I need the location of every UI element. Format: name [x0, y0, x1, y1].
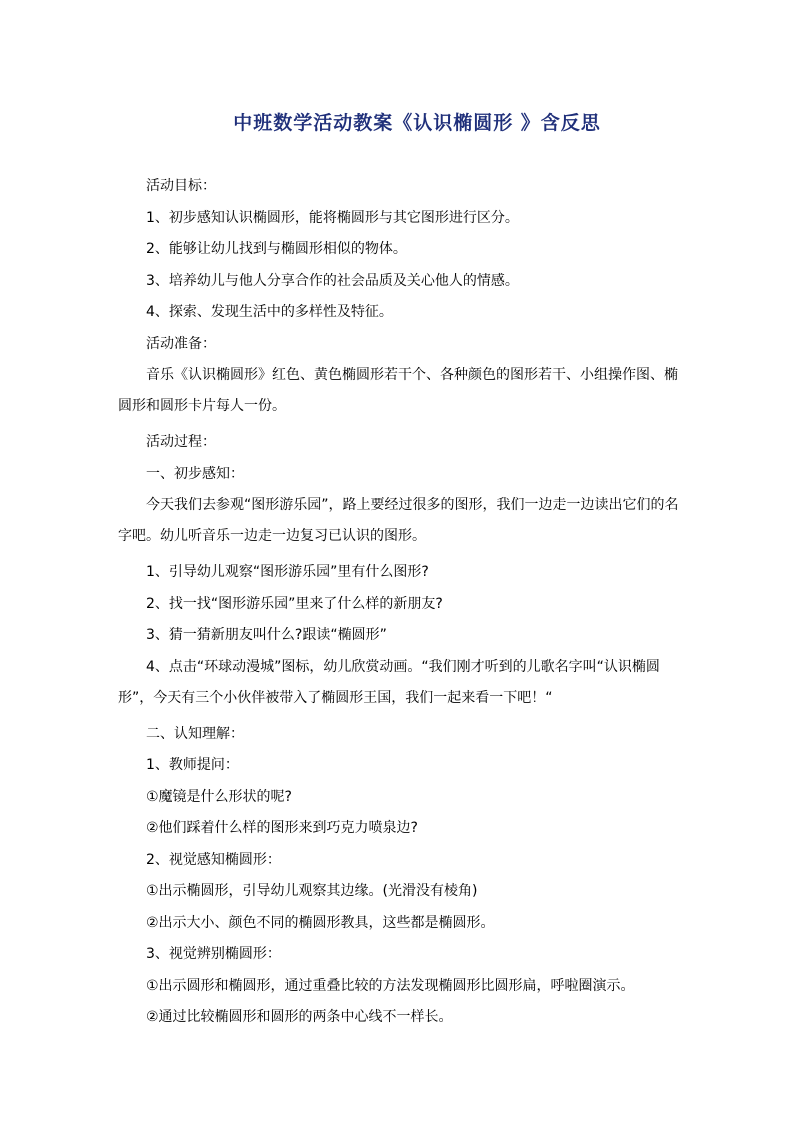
paragraph: 二、认知理解： — [146, 725, 244, 742]
document-body — [118, 176, 690, 1039]
paragraph: ①魔镜是什么形状的呢? — [146, 788, 292, 805]
paragraph: 1、初步感知认识椭圆形，能将椭圆形与其它图形进行区分。 — [146, 209, 519, 226]
paragraph: ①出示椭圆形，引导幼儿观察其边缘。(光滑没有棱角) — [146, 883, 478, 899]
paragraph: 活动准备： — [146, 335, 216, 352]
paragraph: 活动目标： — [146, 178, 216, 194]
paragraph: 音乐《认识椭圆形》红色、黄色椭圆形若干个、各种颜色的图形若干、小组操作图、椭圆形和圆形卡片每人一份。 — [118, 367, 678, 414]
paragraph: ①出示圆形和椭圆形，通过重叠比较的方法发现椭圆形比圆形扁，呼啦圈演示。 — [146, 977, 635, 994]
paragraph: 2、能够让幼儿找到与椭圆形相似的物体。 — [146, 241, 407, 257]
paragraph: 3、培养幼儿与他人分享合作的社会品质及关心他人的情感。 — [146, 272, 519, 289]
paragraph: 2、视觉感知椭圆形： — [146, 851, 281, 868]
paragraph: 活动过程： — [146, 434, 216, 450]
paragraph: 一、初步感知： — [146, 465, 244, 482]
paragraph: 4、探索、发现生活中的多样性及特征。 — [146, 304, 393, 320]
paragraph: 1、引导幼儿观察“图形游乐园”里有什么图形? — [146, 564, 429, 580]
paragraph: ②出示大小、颜色不同的椭圆形教具，这些都是椭圆形。 — [146, 914, 495, 931]
paragraph: 3、猜一猜新朋友叫什么?跟读“椭圆形” — [146, 627, 387, 643]
document-title: 中班数学活动教案《认识椭圆形 》含反思 — [233, 112, 601, 134]
paragraph: 4、点击“环球动漫城”图标，幼儿欣赏动画。“我们刚才听到的儿歌名字叫“认识椭圆形”，今天有三个小伙伴被带入了椭圆形王国，我们一起来看一下吧！“ — [118, 658, 660, 706]
paragraph: 1、教师提问： — [146, 757, 239, 773]
paragraph: 3、视觉辨别椭圆形： — [146, 946, 281, 962]
paragraph: ②通过比较椭圆形和圆形的两条中心线不一样长。 — [146, 1009, 453, 1025]
paragraph: 今天我们去参观“图形游乐园”，路上要经过很多的图形，我们一边走一边读出它们的名字吧。幼儿听音乐一边走一边复习已认识的图形。 — [118, 497, 679, 544]
paragraph: ②他们踩着什么样的图形来到巧克力喷泉边? — [146, 820, 418, 836]
paragraph: 2、找一找“图形游乐园”里来了什么样的新朋友? — [146, 595, 443, 612]
